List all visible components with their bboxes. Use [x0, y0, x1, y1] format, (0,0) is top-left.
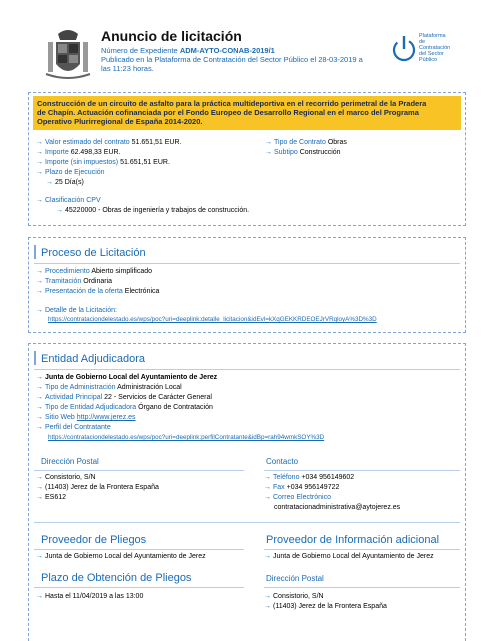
plazo-ejecucion-label: → Plazo de Ejecución	[36, 169, 105, 176]
arrow-icon: →	[36, 169, 43, 176]
divider	[264, 587, 460, 588]
arrow-icon: →	[265, 149, 272, 156]
actividad-principal: → Actividad Principal 22 - Servicios de Carácter General	[36, 394, 212, 401]
presentacion-oferta: → Presentación de la oferta Electrónica	[36, 288, 160, 295]
arrow-icon: →	[36, 494, 43, 501]
arrow-icon: →	[36, 197, 43, 204]
expediente-line	[101, 46, 275, 55]
divider	[34, 263, 460, 264]
divider	[34, 470, 244, 471]
correo-label: → Correo Electrónico	[264, 494, 331, 501]
plazo-pliegos-value: → Hasta el 11/04/2019 a las 13:00	[36, 593, 144, 600]
direccion-line-3: → ES612	[36, 494, 67, 501]
expediente-label: Número de Expediente	[101, 46, 178, 55]
arrow-icon: →	[36, 159, 43, 166]
divider	[34, 587, 244, 588]
proveedor-pliegos-title: Proveedor de Pliegos	[41, 534, 147, 546]
proveedor-info-title: Proveedor de Información adicional	[266, 534, 440, 546]
arrow-icon: →	[36, 484, 43, 491]
published-line-2: las 11:23 horas.	[101, 64, 154, 73]
arrow-icon: →	[264, 553, 271, 560]
direccion-line-2: → (11403) Jerez de la Frontera España	[36, 484, 159, 491]
telefono: → Teléfono +034 956149602	[264, 474, 355, 481]
direccion2-title: Dirección Postal	[266, 574, 324, 583]
expediente-value: ADM-AYTO-CONAB-2019/1	[179, 46, 275, 55]
sitio-web: → Sitio Web http://www.jerez.es	[36, 414, 136, 421]
perfil-contratante-label: → Perfil del Contratante	[36, 424, 111, 431]
plazo-pliegos-title: Plazo de Obtención de Pliegos	[41, 572, 192, 584]
correo-value[interactable]: contratacionadministrativa@aytojerez.es	[274, 504, 401, 511]
arrow-icon: →	[46, 179, 53, 186]
arrow-icon: →	[36, 307, 43, 314]
proveedor-info-value: → Junta de Gobierno Local del Ayuntamiento de Jerez	[264, 553, 434, 560]
entidad-nombre: → Junta de Gobierno Local del Ayuntamiento de Jerez	[36, 374, 218, 381]
tramitacion: → Tramitación Ordinaria	[36, 278, 113, 285]
published-line: Publicado en la Plataforma de Contratación del Sector Público el 28-03-2019 a	[101, 55, 363, 64]
arrow-icon: →	[36, 374, 43, 381]
arrow-icon: →	[36, 149, 43, 156]
arrow-icon: →	[36, 394, 43, 401]
plazo-ejecucion-value: → 25 Día(s)	[46, 179, 84, 186]
arrow-icon: →	[36, 474, 43, 481]
tipo-administracion: → Tipo de Administración Administración Local	[36, 384, 182, 391]
arrow-icon: →	[36, 593, 43, 600]
arrow-icon: →	[264, 593, 271, 600]
fax: → Fax +034 956149722	[264, 484, 340, 491]
detalle-licitacion-link[interactable]: https://contrataciondelestado.es/wps/poc?uri=deeplink:detalle_licitacion&idEvl=kXqGEKKRDEOEJrVRqloyA%3D%3D	[48, 316, 377, 323]
arrow-icon: →	[264, 603, 271, 610]
page-header	[0, 0, 495, 92]
divider	[34, 549, 244, 550]
entidad-title: Entidad Adjudicadora	[41, 353, 145, 365]
arrow-icon: →	[36, 384, 43, 391]
divider	[34, 522, 460, 523]
platform-logo-text: Plataforma de Contratación del Sector Público	[419, 33, 451, 63]
procedimiento: → Procedimiento Abierto simplificado	[36, 268, 153, 275]
section-marker	[34, 351, 36, 365]
perfil-contratante-link-row	[48, 433, 324, 442]
detalle-licitacion-link-row	[48, 315, 377, 324]
tipo-entidad: → Tipo de Entidad Adjudicadora Órgano de Contratación	[36, 404, 213, 411]
contacto-title: Contacto	[266, 457, 299, 466]
contract-title-banner: Construcción de un circuito de asfalto para la práctica multideportiva en el recorrido perimetral de la Pradera de Chapín. Actuación cofinanciada por el Fondo Europeo de Desarrollo Regional en el marco del Programa Operativo Plurirregional de España 2014-2020.	[33, 96, 461, 130]
coat-of-arms-icon	[44, 28, 92, 82]
page-title: Anuncio de licitación	[101, 28, 242, 44]
arrow-icon: →	[36, 268, 43, 275]
tipo-contrato: → Tipo de Contrato Obras	[265, 139, 347, 146]
arrow-icon: →	[264, 494, 271, 501]
arrow-icon: →	[36, 278, 43, 285]
arrow-icon: →	[36, 404, 43, 411]
arrow-icon: →	[264, 484, 271, 491]
cpv-label: → Clasificación CPV	[36, 197, 101, 204]
proveedor-pliegos-value: → Junta de Gobierno Local del Ayuntamiento de Jerez	[36, 553, 206, 560]
arrow-icon: →	[36, 553, 43, 560]
importe: → Importe 62.498,33 EUR.	[36, 149, 121, 156]
detalle-licitacion-label: → Detalle de la Licitación:	[36, 307, 117, 314]
arrow-icon: →	[56, 207, 63, 214]
arrow-icon: →	[36, 424, 43, 431]
sitio-web-link[interactable]: http://www.jerez.es	[76, 414, 136, 421]
arrow-icon: →	[36, 414, 43, 421]
arrow-icon: →	[36, 288, 43, 295]
direccion-line-1: → Consistorio, S/N	[36, 474, 96, 481]
subtipo: → Subtipo Construcción	[265, 149, 341, 156]
importe-sin-impuestos: → Importe (sin impuestos) 51.651,51 EUR.	[36, 159, 170, 166]
proceso-title: Proceso de Licitación	[41, 247, 146, 259]
section-marker	[34, 245, 36, 259]
direccion-title: Dirección Postal	[41, 457, 99, 466]
perfil-contratante-link[interactable]: https://contrataciondelestado.es/wps/poc?uri=deeplink:perfilContratante&idBp=rah94wmkSOY%3D	[48, 434, 325, 441]
cpv-value: → 45220000 - Obras de ingeniería y trabajos de construcción.	[56, 207, 250, 214]
direccion2-line-1: → Consistorio, S/N	[264, 593, 324, 600]
divider	[264, 549, 460, 550]
divider	[34, 369, 460, 370]
direccion2-line-2: → (11403) Jerez de la Frontera España	[264, 603, 387, 610]
arrow-icon: →	[264, 474, 271, 481]
valor-estimado: → Valor estimado del contrato 51.651,51 EUR.	[36, 139, 182, 146]
divider	[264, 470, 460, 471]
arrow-icon: →	[265, 139, 272, 146]
arrow-icon: →	[36, 139, 43, 146]
